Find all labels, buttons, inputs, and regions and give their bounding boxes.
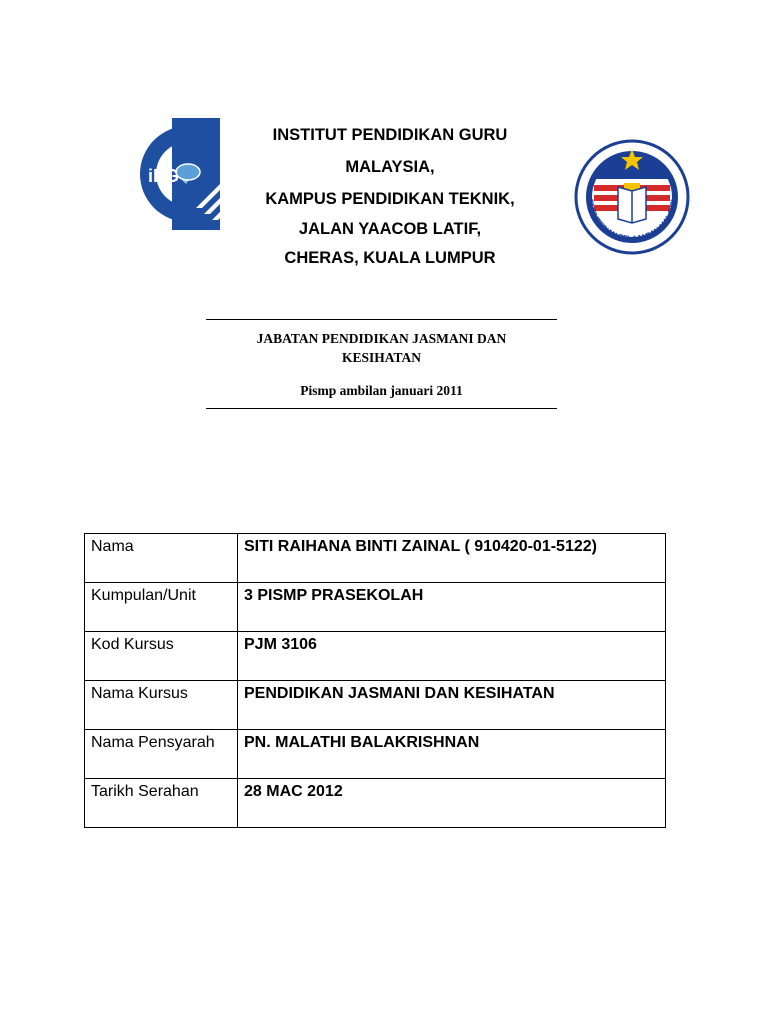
- table-row: [85, 681, 666, 730]
- detail-value: 28 MAC 2012: [238, 779, 666, 828]
- detail-value: PN. MALATHI BALAKRISHNAN: [238, 730, 666, 779]
- detail-label: Kod Kursus: [85, 632, 238, 681]
- institution-line-2: MALAYSIA,: [345, 158, 435, 176]
- detail-value: PJM 3106: [238, 632, 666, 681]
- detail-label: Nama Kursus: [85, 681, 238, 730]
- details-table: [84, 533, 666, 828]
- table-row: [85, 632, 666, 681]
- bottom-divider: [206, 408, 557, 409]
- kpm-logo: [574, 139, 690, 255]
- detail-label: Nama: [85, 534, 238, 583]
- table-row: [85, 779, 666, 828]
- table-row: [85, 534, 666, 583]
- table-row: [85, 730, 666, 779]
- detail-label: Tarikh Serahan: [85, 779, 238, 828]
- kpm-logo-text: EMENTERIAN PELAJARAN MALAYSI: [586, 198, 678, 244]
- detail-label: Nama Pensyarah: [85, 730, 238, 779]
- top-divider: [206, 319, 557, 320]
- detail-label: Kumpulan/Unit: [85, 583, 238, 632]
- department-line-2: KESIHATAN: [341, 350, 422, 365]
- intake-line: Pismp ambilan januari 2011: [300, 383, 463, 398]
- department-line-1: JABATAN PENDIDIKAN JASMANI DAN: [256, 331, 507, 346]
- institution-line-1: INSTITUT PENDIDIKAN GURU: [272, 126, 508, 144]
- detail-value: PENDIDIKAN JASMANI DAN KESIHATAN: [238, 681, 666, 730]
- institution-line-3: KAMPUS PENDIDIKAN TEKNIK,: [265, 190, 515, 208]
- ipg-logo-text: iPG: [148, 166, 180, 186]
- detail-value: SITI RAIHANA BINTI ZAINAL ( 910420-01-5122): [238, 534, 666, 583]
- institution-line-5: CHERAS, KUALA LUMPUR: [284, 249, 496, 267]
- institution-line-4: JALAN YAACOB LATIF,: [298, 220, 482, 238]
- detail-value: 3 PISMP PRASEKOLAH: [238, 583, 666, 632]
- table-row: [85, 583, 666, 632]
